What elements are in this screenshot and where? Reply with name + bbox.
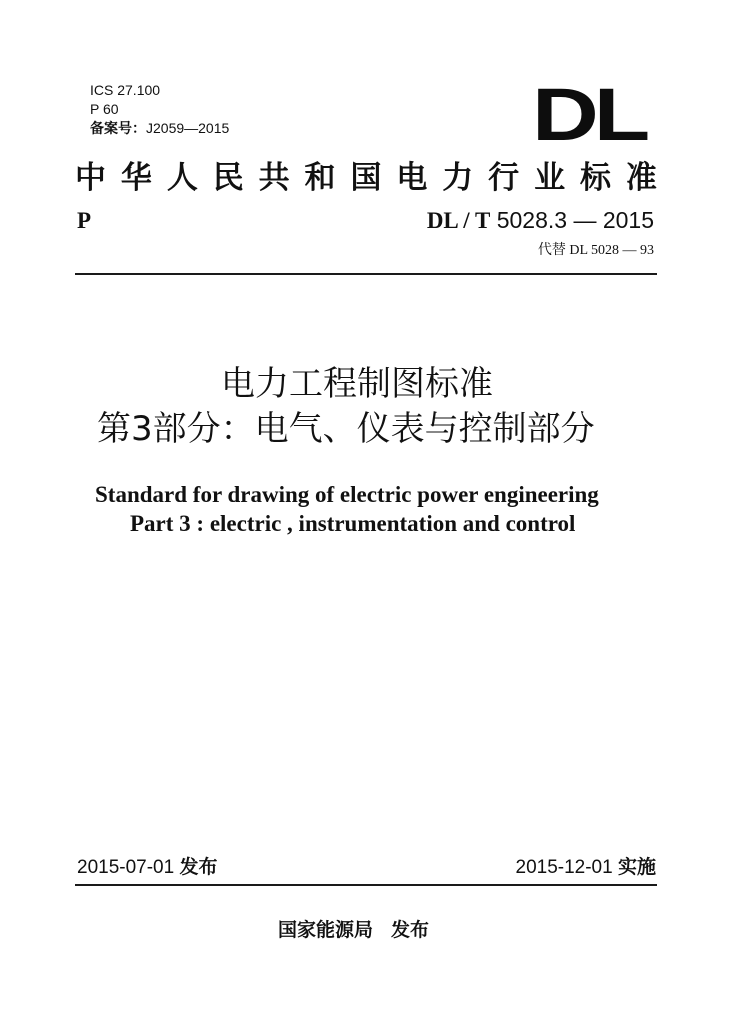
implement-label: 实施: [617, 856, 656, 878]
ics-code: ICS 27.100: [90, 82, 161, 98]
implement-date-value: 2015-12-01: [515, 857, 613, 878]
industry-char: 力: [442, 160, 474, 196]
dl-logo: DL: [532, 73, 646, 156]
category-letter: P: [77, 208, 92, 233]
industry-char: 行: [488, 160, 520, 196]
standard-number: [427, 206, 654, 235]
industry-char: 人: [166, 160, 198, 196]
title-cn-line2: 第3部分：电气、仪表与控制部分: [97, 409, 595, 449]
industry-char: 国: [350, 160, 382, 196]
top-divider: [75, 273, 657, 275]
industry-char: 业: [534, 160, 566, 196]
industry-char: 共: [258, 160, 290, 196]
title-cn-line1: 电力工程制图标准: [221, 364, 493, 404]
bottom-divider: [75, 884, 657, 886]
filing-number: [90, 119, 229, 137]
standard-prefix: DL / T: [426, 208, 491, 233]
filing-value: J2059—2015: [146, 120, 230, 136]
issue-label: 发布: [179, 856, 218, 878]
replaces-note: 代替 DL 5028 — 93: [537, 243, 654, 258]
industry-char: 准: [625, 160, 657, 196]
industry-char: 华: [120, 160, 152, 196]
industry-char: 民: [212, 160, 244, 196]
industry-char: 标: [579, 160, 611, 196]
title-en-line2: Part 3 : electric , instrumentation and control: [130, 511, 576, 536]
industry-char: 中: [75, 160, 106, 196]
title-en-line1: Standard for drawing of electric power engineering: [95, 482, 599, 507]
industry-char: 和: [304, 160, 336, 196]
classification-code: P 60: [90, 101, 119, 117]
implementation-date: [516, 855, 657, 880]
industry-standard-heading: [75, 158, 657, 198]
issue-date: [77, 855, 218, 880]
publisher-label: 发布: [391, 919, 430, 941]
issue-date-value: 2015-07-01: [77, 857, 175, 878]
publisher: [278, 917, 429, 943]
publisher-name: 国家能源局: [278, 919, 374, 941]
industry-char: 电: [396, 160, 428, 196]
standard-number-value: 5028.3 — 2015: [496, 207, 654, 233]
filing-label: 备案号：: [90, 120, 146, 136]
